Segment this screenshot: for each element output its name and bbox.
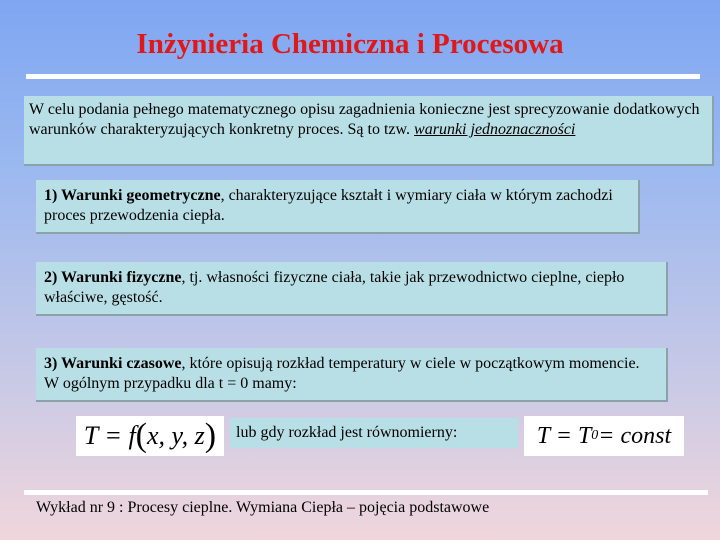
- formula-lhs: T = f: [83, 421, 136, 450]
- condition-label: 1) Warunki geometryczne: [44, 187, 221, 204]
- slide-title: Inżynieria Chemiczna i Procesowa: [136, 28, 564, 60]
- condition-temporal: [36, 348, 668, 402]
- intro-box: [24, 96, 714, 166]
- formula-paren-open: (: [135, 417, 147, 454]
- condition-label: 2) Warunki fizyczne: [44, 269, 182, 286]
- slide-footer: Wykład nr 9 : Procesy cieplne. Wymiana Ciepła – pojęcia podstawowe: [36, 499, 490, 516]
- formula-paren-close: ): [204, 417, 217, 454]
- formula-subscript: 0: [591, 428, 599, 443]
- formula-uniform: [524, 416, 684, 456]
- condition-text: , tj. własności fizyczne ciała, takie jak przewodnictwo cieplne, ciepło właściwe, gęstość.: [44, 269, 625, 306]
- condition-geometric: [36, 180, 640, 234]
- intro-emphasis: warunki jednoznaczności: [414, 121, 576, 138]
- footer-divider: [24, 490, 708, 495]
- formula-rhs: = const: [598, 422, 672, 449]
- formula-lhs: T = T: [536, 422, 592, 449]
- condition-label: 3) Warunki czasowe: [44, 355, 182, 372]
- title-divider: [26, 74, 700, 79]
- condition-physical: [36, 262, 668, 316]
- formula-connector-text: lub gdy rozkład jest równomierny:: [230, 418, 518, 448]
- formula-args: x, y, z: [147, 421, 205, 450]
- condition-text: , które opisują rozkład temperatury w ciele w początkowym momencie. W ogólnym przypadku dla t = 0 mamy:: [44, 355, 640, 392]
- intro-text: W celu podania pełnego matematycznego opisu zagadnienia konieczne jest sprecyzowanie dodatkowych warunków charakteryzujących konkretny proces. Są to tzw.: [29, 101, 700, 138]
- formula-general: [76, 416, 224, 456]
- condition-text: , charakteryzujące kształt i wymiary ciała w którym zachodzi proces przewodzenia ciepła.: [44, 187, 613, 224]
